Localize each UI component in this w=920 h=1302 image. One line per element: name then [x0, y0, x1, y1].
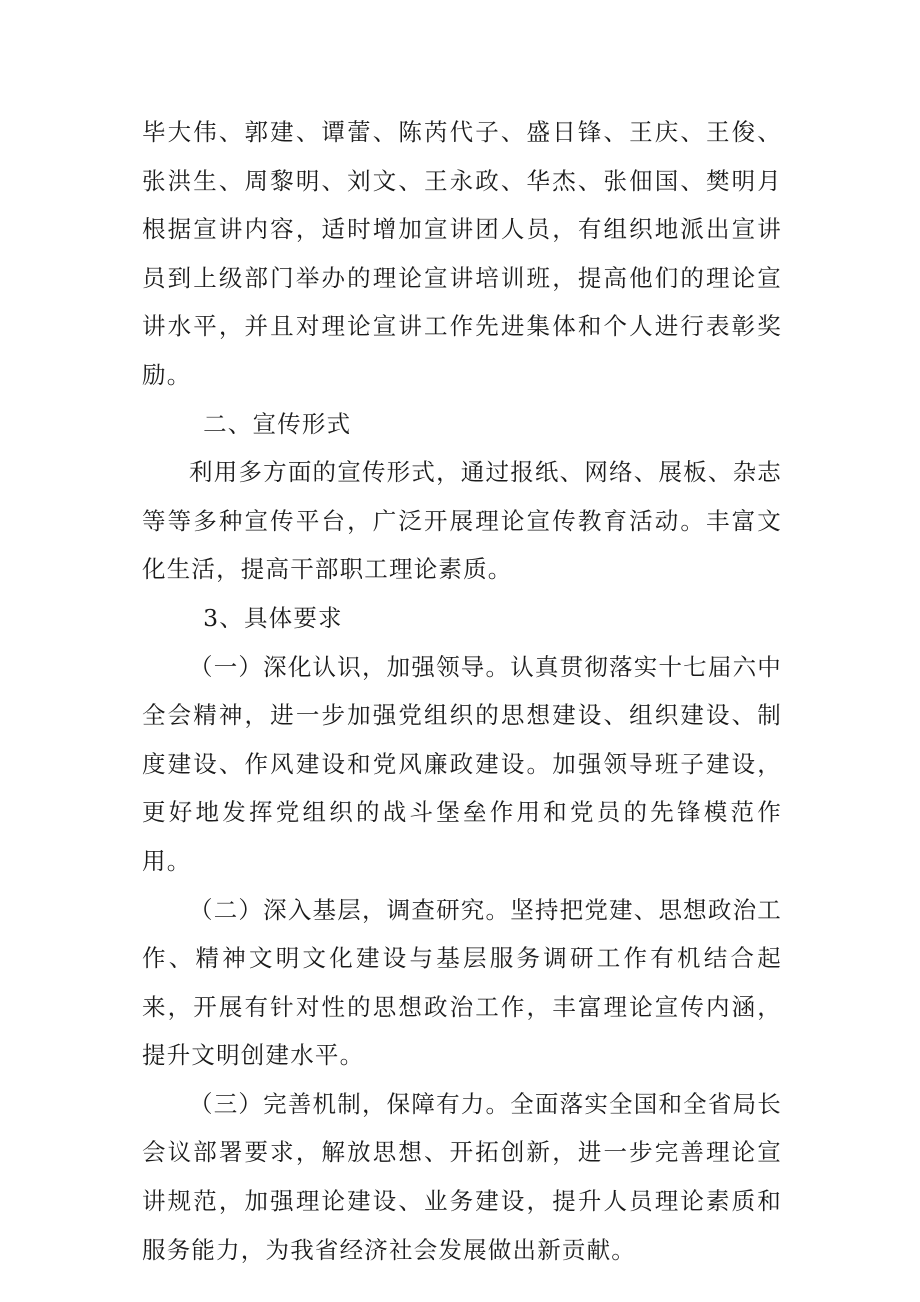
paragraph-requirement-1: （一）深化认识，加强领导。认真贯彻落实十七届六中全会精神，进一步加强党组织的思想建设、组织建设、制度建设、作风建设和党风廉政建设。加强领导班子建设，更好地发挥党组织的战斗堡垒作用和党员的先锋模范作用。 — [142, 652, 782, 875]
document-body — [142, 108, 782, 1274]
section-heading-requirements: 3、具体要求 — [203, 603, 343, 632]
section-heading-publicity-forms: 二、宣传形式 — [203, 409, 352, 438]
paragraph-speaker-list: 毕大伟、郭建、谭蕾、陈芮代子、盛日锋、王庆、王俊、张洪生、周黎明、刘文、王永政、华杰、张佃国、樊明月 根据宣讲内容，适时增加宣讲团人员，有组织地派出宣讲员到上级部门举办的理论宣讲培训班，提高他们的理论宣讲水平，并且对理论宣讲工作先进集体和个人进行表彰奖励。 — [142, 118, 782, 389]
paragraph-requirement-3: （三）完善机制，保障有力。全面落实全国和全省局长会议部署要求，解放思想、开拓创新，进一步完善理论宣讲规范，加强理论建设、业务建设，提升人员理论素质和服务能力，为我省经济社会发展做出新贡献。 — [142, 1089, 782, 1264]
paragraph-publicity-forms: 利用多方面的宣传形式，通过报纸、网络、展板、杂志等等多种宣传平台，广泛开展理论宣传教育活动。丰富文化生活，提高干部职工理论素质。 — [142, 458, 782, 584]
paragraph-requirement-2: （二）深入基层，调查研究。坚持把党建、思想政治工作、精神文明文化建设与基层服务调研工作有机结合起来，开展有针对性的思想政治工作，丰富理论宣传内涵，提升文明创建水平。 — [142, 895, 782, 1070]
